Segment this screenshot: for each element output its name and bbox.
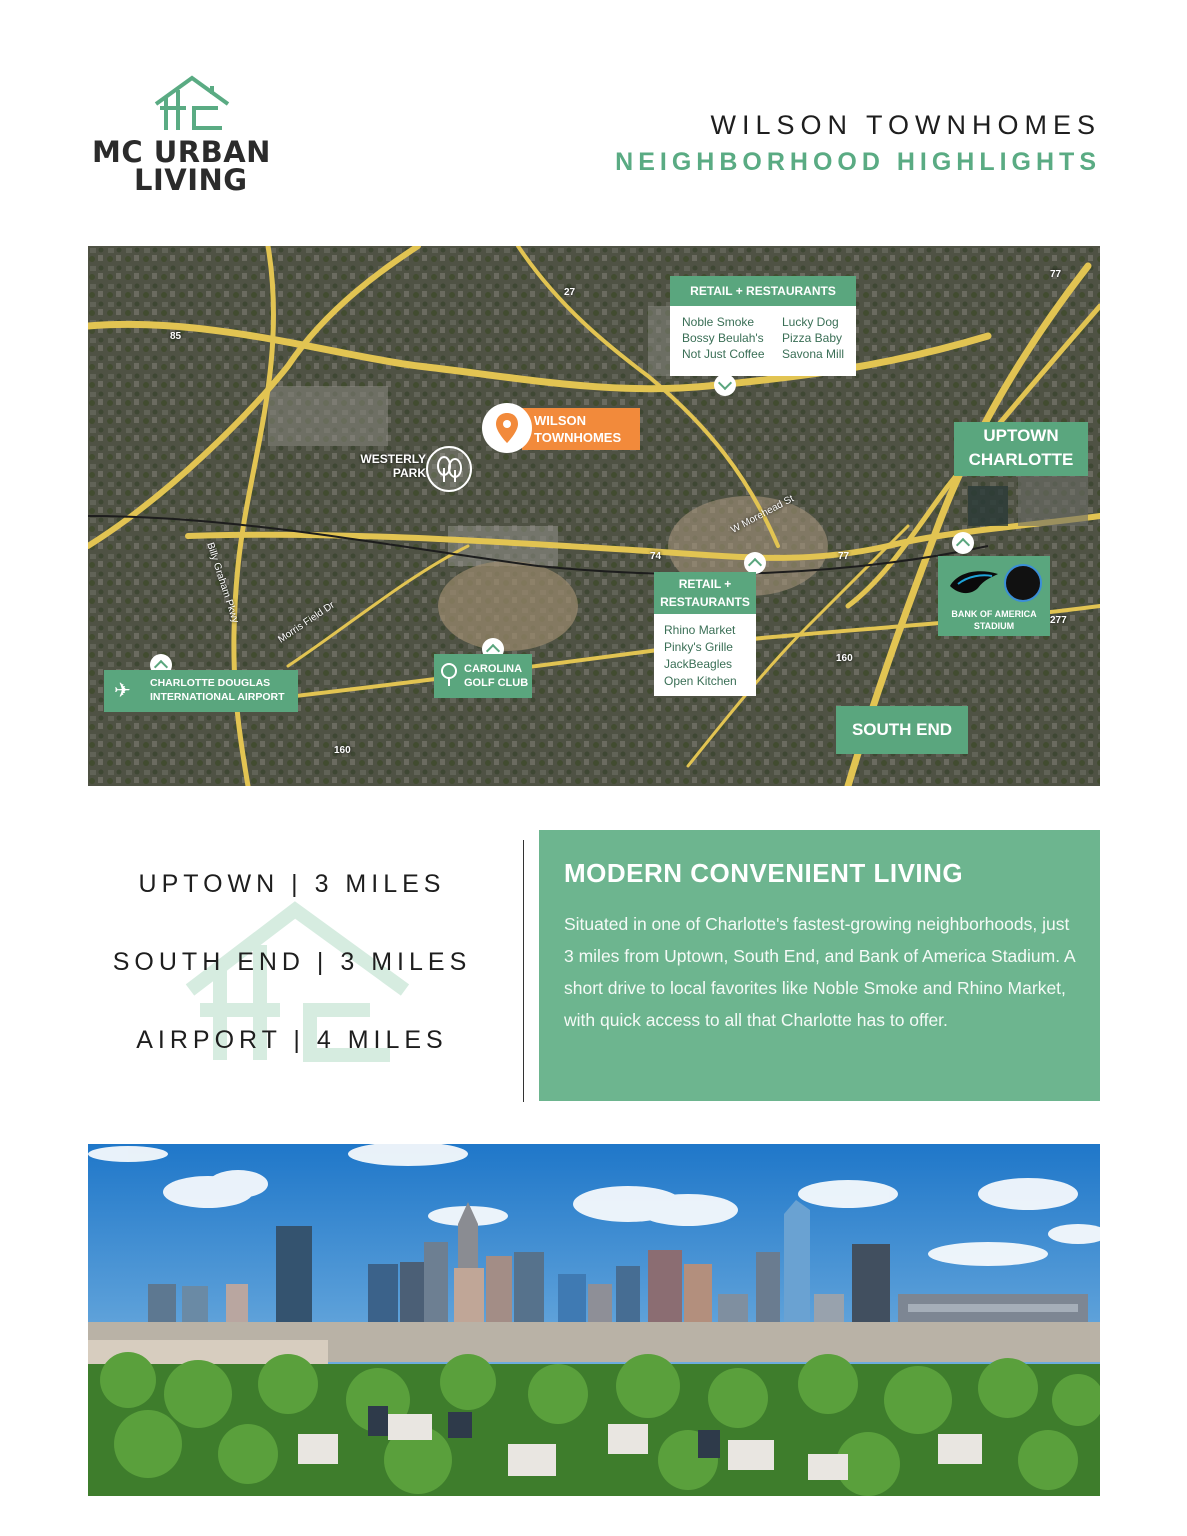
chevron-up-icon bbox=[744, 552, 766, 574]
stadium-label bbox=[938, 608, 1050, 632]
morehead-street-label: W Morehead St bbox=[729, 493, 796, 536]
uptown-line2: CHARLOTTE bbox=[968, 450, 1074, 469]
road-160-label-west: 160 bbox=[334, 745, 351, 756]
road-77-label-south: 77 bbox=[838, 551, 850, 562]
vertical-divider bbox=[523, 840, 524, 1102]
road-77-label-north: 77 bbox=[1050, 269, 1062, 280]
tree-icon bbox=[426, 446, 472, 492]
retail-top-col1 bbox=[682, 314, 765, 362]
location-pin-icon bbox=[482, 403, 532, 453]
retail-bottom-list bbox=[654, 614, 756, 696]
logo-text-line1: MC URBAN bbox=[92, 135, 271, 169]
retail-top-title: RETAIL + RESTAURANTS bbox=[670, 276, 856, 306]
morris-field-label: Morris Field Dr bbox=[276, 599, 337, 646]
info-body: Situated in one of Charlotte's fastest-growing neighborhoods, just 3 miles from Uptown, South End, and Bank of America Stadium. A short drive to local favorites like Noble Smoke and Rhino Market, with quick access to all that Charlotte has to offer. bbox=[564, 914, 1075, 1030]
westerly-line1: WESTERLY bbox=[360, 452, 426, 466]
airport-marker bbox=[104, 670, 298, 712]
road-160-label-east: 160 bbox=[836, 653, 853, 664]
westerly-line2: PARK bbox=[392, 466, 426, 480]
chevron-up-icon bbox=[952, 532, 974, 554]
golf-ball-icon bbox=[440, 662, 458, 688]
crown-badge-icon bbox=[1004, 564, 1042, 602]
airport-line1: CHARLOTTE DOUGLAS bbox=[150, 677, 271, 689]
golf-line2: GOLF CLUB bbox=[464, 677, 529, 689]
neighborhood-map bbox=[88, 246, 1100, 786]
list-item: Pizza Baby bbox=[782, 331, 843, 345]
airport-line2: INTERNATIONAL AIRPORT bbox=[150, 691, 285, 703]
stadium-marker bbox=[938, 556, 1050, 636]
list-item: Bossy Beulah's bbox=[682, 331, 764, 345]
stadium-line1: BANK OF AMERICA bbox=[951, 609, 1037, 619]
retail-bottom-title-line1: RETAIL + bbox=[678, 577, 732, 591]
wilson-townhomes-marker bbox=[522, 408, 640, 450]
panther-icon bbox=[948, 566, 1000, 600]
distance-south-end: SOUTH END | 3 MILES bbox=[112, 948, 472, 976]
road-74-label: 74 bbox=[650, 551, 662, 562]
list-item: Open Kitchen bbox=[664, 674, 737, 688]
list-item: Savona Mill bbox=[782, 347, 845, 361]
uptown-charlotte-label bbox=[954, 422, 1088, 476]
list-item: Noble Smoke bbox=[682, 315, 755, 329]
distance-uptown: UPTOWN | 3 MILES bbox=[138, 870, 446, 898]
uptown-line1: UPTOWN bbox=[983, 426, 1059, 445]
brand-logo bbox=[92, 74, 312, 197]
info-title: MODERN CONVENIENT LIVING bbox=[564, 858, 964, 888]
retail-top-list bbox=[670, 306, 856, 376]
wilson-label-line2: TOWNHOMES bbox=[534, 430, 622, 445]
airport-label bbox=[150, 676, 285, 704]
list-item: Lucky Dog bbox=[782, 315, 839, 329]
road-85-label: 85 bbox=[170, 331, 182, 342]
property-title: WILSON TOWNHOMES bbox=[710, 110, 1101, 140]
charlotte-skyline-photo bbox=[88, 1144, 1100, 1496]
distance-airport: AIRPORT | 4 MILES bbox=[136, 1026, 448, 1054]
golf-line1: CAROLINA bbox=[464, 663, 523, 675]
list-item: Not Just Coffee bbox=[682, 347, 765, 361]
retail-bottom-title bbox=[654, 572, 756, 614]
airplane-icon: ✈ bbox=[114, 680, 131, 702]
retail-bottom-title-line2: RESTAURANTS bbox=[660, 595, 750, 609]
billy-graham-label: Billy Graham Pkwy bbox=[204, 541, 241, 625]
stadium-line2: STADIUM bbox=[973, 621, 1015, 631]
golf-club-marker bbox=[434, 654, 532, 698]
westerly-park-label bbox=[360, 452, 426, 480]
page-subtitle: NEIGHBORHOOD HIGHLIGHTS bbox=[615, 148, 1101, 176]
road-27-label: 27 bbox=[564, 287, 576, 298]
road-277-label: 277 bbox=[1050, 615, 1067, 626]
list-item: Pinky's Grille bbox=[664, 640, 733, 654]
house-logo-icon bbox=[152, 74, 232, 132]
retail-top-col2 bbox=[782, 314, 844, 362]
wilson-label-line1: WILSON bbox=[534, 413, 586, 428]
south-end-label: SOUTH END bbox=[836, 706, 968, 754]
chevron-down-icon bbox=[714, 374, 736, 396]
list-item: JackBeagles bbox=[664, 657, 733, 671]
golf-club-label bbox=[464, 662, 528, 690]
info-panel bbox=[539, 830, 1100, 1101]
logo-text-line2: LIVING bbox=[134, 163, 248, 197]
list-item: Rhino Market bbox=[664, 623, 736, 637]
